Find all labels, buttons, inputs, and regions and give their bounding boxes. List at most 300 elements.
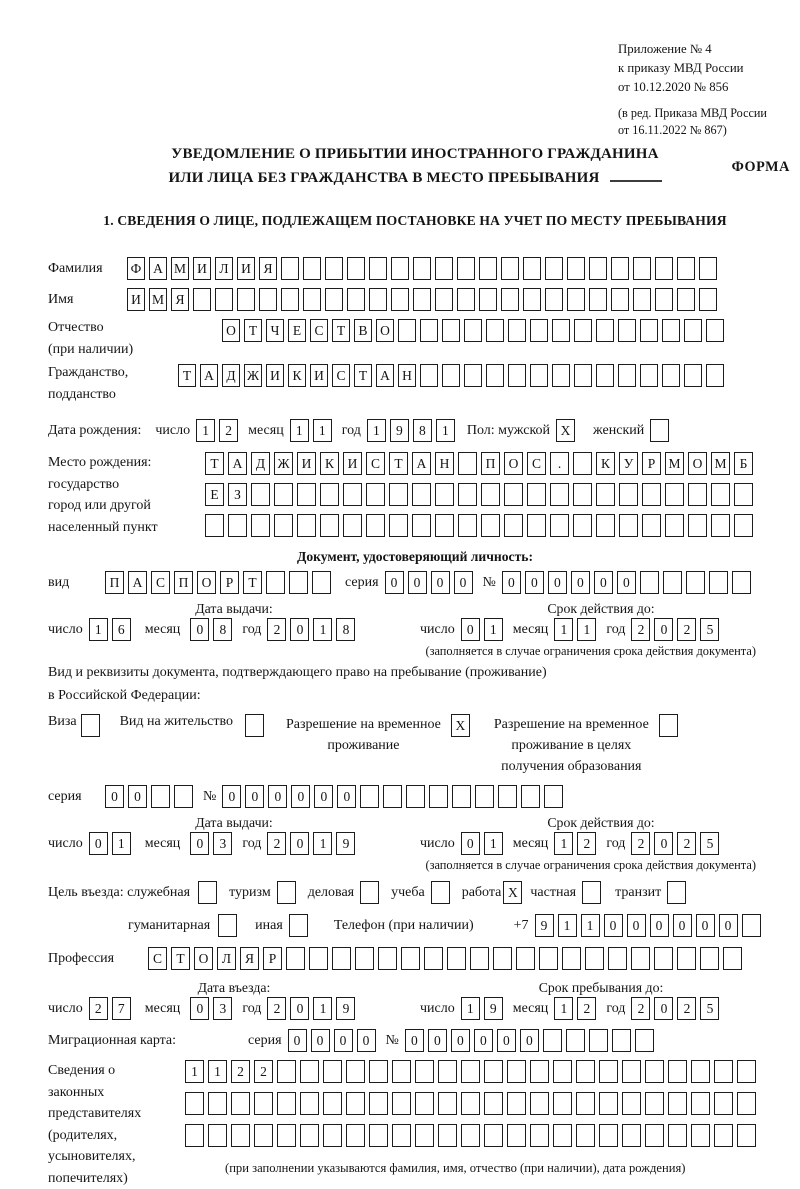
entry-year-cells[interactable] [267,997,359,1020]
char-cell[interactable]: И [266,364,284,387]
char-cell[interactable]: 0 [89,832,108,855]
char-cell[interactable] [406,785,425,808]
char-cell[interactable] [688,483,707,506]
char-cell[interactable]: 0 [520,1029,539,1052]
char-cell[interactable] [711,514,730,537]
permit-number-cells[interactable] [222,785,567,808]
char-cell[interactable] [714,1060,733,1083]
representatives-cells-row1[interactable] [185,1060,760,1083]
char-cell[interactable] [347,257,365,280]
char-cell[interactable]: З [228,483,247,506]
char-cell[interactable]: 1 [484,832,503,855]
char-cell[interactable] [277,1060,296,1083]
char-cell[interactable]: О [222,319,240,342]
char-cell[interactable] [655,257,673,280]
char-cell[interactable] [323,1124,342,1147]
char-cell[interactable] [553,1092,572,1115]
char-cell[interactable] [521,785,540,808]
mig-number-cells[interactable] [405,1029,658,1052]
char-cell[interactable] [530,1060,549,1083]
char-cell[interactable]: И [193,257,211,280]
char-cell[interactable] [389,483,408,506]
mig-series-cells[interactable] [288,1029,380,1052]
representatives-cells-row3[interactable] [185,1124,760,1147]
char-cell[interactable] [498,785,517,808]
char-cell[interactable]: Р [263,947,282,970]
char-cell[interactable]: 0 [128,785,147,808]
char-cell[interactable]: 0 [454,571,473,594]
char-cell[interactable] [484,1092,503,1115]
char-cell[interactable] [573,483,592,506]
char-cell[interactable]: 0 [461,832,480,855]
char-cell[interactable]: 1 [185,1060,204,1083]
char-cell[interactable] [737,1124,756,1147]
char-cell[interactable] [642,514,661,537]
char-cell[interactable] [545,257,563,280]
char-cell[interactable] [481,514,500,537]
char-cell[interactable] [622,1092,641,1115]
char-cell[interactable]: 1 [367,419,386,442]
char-cell[interactable] [277,1124,296,1147]
char-cell[interactable]: Н [435,452,454,475]
char-cell[interactable] [254,1124,273,1147]
char-cell[interactable]: Б [734,452,753,475]
char-cell[interactable]: О [194,947,213,970]
char-cell[interactable]: 0 [268,785,287,808]
char-cell[interactable]: 8 [213,618,232,641]
entry-day-cells[interactable] [89,997,135,1020]
char-cell[interactable] [81,714,100,737]
char-cell[interactable]: 9 [535,914,554,937]
char-cell[interactable] [650,419,669,442]
char-cell[interactable] [360,881,379,904]
char-cell[interactable] [438,1092,457,1115]
doc-valid-year-cells[interactable] [631,618,723,641]
char-cell[interactable]: И [127,288,145,311]
char-cell[interactable] [684,319,702,342]
char-cell[interactable] [566,1029,585,1052]
char-cell[interactable]: О [376,319,394,342]
surname-cells[interactable] [127,257,721,280]
char-cell[interactable]: Т [178,364,196,387]
char-cell[interactable] [550,514,569,537]
char-cell[interactable] [493,947,512,970]
char-cell[interactable]: 2 [267,618,286,641]
char-cell[interactable] [640,364,658,387]
char-cell[interactable] [665,514,684,537]
char-cell[interactable] [677,257,695,280]
char-cell[interactable]: М [711,452,730,475]
char-cell[interactable] [530,1092,549,1115]
char-cell[interactable] [218,914,237,937]
char-cell[interactable] [369,1092,388,1115]
char-cell[interactable] [346,1092,365,1115]
char-cell[interactable]: Я [240,947,259,970]
char-cell[interactable] [228,514,247,537]
doc-issue-year-cells[interactable] [267,618,359,641]
char-cell[interactable]: 0 [571,571,590,594]
char-cell[interactable]: С [151,571,170,594]
char-cell[interactable] [281,288,299,311]
char-cell[interactable] [325,257,343,280]
char-cell[interactable]: 2 [89,997,108,1020]
char-cell[interactable] [737,1060,756,1083]
char-cell[interactable] [346,1060,365,1083]
char-cell[interactable] [309,947,328,970]
char-cell[interactable] [259,288,277,311]
char-cell[interactable]: Т [332,319,350,342]
char-cell[interactable]: К [320,452,339,475]
char-cell[interactable] [677,288,695,311]
char-cell[interactable] [420,319,438,342]
char-cell[interactable]: Я [171,288,189,311]
char-cell[interactable]: 2 [631,832,650,855]
char-cell[interactable]: 0 [290,832,309,855]
purpose-official-checkbox[interactable] [198,881,221,904]
char-cell[interactable] [684,364,702,387]
char-cell[interactable]: 1 [313,419,332,442]
phone-cells[interactable] [535,914,765,937]
char-cell[interactable] [461,1124,480,1147]
char-cell[interactable] [332,947,351,970]
char-cell[interactable]: 2 [677,832,696,855]
char-cell[interactable] [438,1124,457,1147]
edu-permit-checkbox[interactable] [659,714,682,737]
char-cell[interactable]: 0 [654,997,673,1020]
char-cell[interactable]: 1 [313,618,332,641]
char-cell[interactable] [457,288,475,311]
char-cell[interactable] [435,257,453,280]
char-cell[interactable] [662,364,680,387]
entry-month-cells[interactable] [190,997,236,1020]
char-cell[interactable] [486,319,504,342]
patronymic-cells[interactable] [222,319,728,342]
char-cell[interactable]: Т [354,364,372,387]
char-cell[interactable] [642,483,661,506]
char-cell[interactable]: 0 [673,914,692,937]
char-cell[interactable] [552,364,570,387]
char-cell[interactable]: 5 [700,832,719,855]
char-cell[interactable] [599,1124,618,1147]
birth-day-cells[interactable] [196,419,242,442]
char-cell[interactable]: С [366,452,385,475]
char-cell[interactable] [424,947,443,970]
char-cell[interactable]: 1 [436,419,455,442]
char-cell[interactable] [429,785,448,808]
char-cell[interactable] [501,257,519,280]
char-cell[interactable]: С [310,319,328,342]
char-cell[interactable] [668,1124,687,1147]
char-cell[interactable]: 0 [290,997,309,1020]
char-cell[interactable] [215,288,233,311]
char-cell[interactable] [706,319,724,342]
char-cell[interactable] [635,1029,654,1052]
char-cell[interactable]: 1 [581,914,600,937]
char-cell[interactable]: Р [642,452,661,475]
char-cell[interactable] [663,571,682,594]
char-cell[interactable] [552,319,570,342]
char-cell[interactable] [706,364,724,387]
char-cell[interactable] [237,288,255,311]
char-cell[interactable] [193,288,211,311]
char-cell[interactable]: 0 [428,1029,447,1052]
char-cell[interactable] [599,1092,618,1115]
char-cell[interactable] [312,571,331,594]
char-cell[interactable] [582,881,601,904]
char-cell[interactable] [611,288,629,311]
char-cell[interactable] [508,319,526,342]
char-cell[interactable] [486,364,504,387]
stay-year-cells[interactable] [631,997,723,1020]
char-cell[interactable]: И [237,257,255,280]
visa-checkbox[interactable] [81,714,104,737]
char-cell[interactable]: 0 [337,785,356,808]
char-cell[interactable]: 8 [413,419,432,442]
purpose-humanitarian-checkbox[interactable] [218,914,241,937]
char-cell[interactable] [640,571,659,594]
char-cell[interactable]: 0 [525,571,544,594]
representatives-cells-row2[interactable] [185,1092,760,1115]
char-cell[interactable] [544,785,563,808]
char-cell[interactable] [732,571,751,594]
char-cell[interactable] [612,1029,631,1052]
char-cell[interactable] [618,364,636,387]
char-cell[interactable] [412,483,431,506]
char-cell[interactable]: А [200,364,218,387]
char-cell[interactable]: 0 [594,571,613,594]
char-cell[interactable] [737,1092,756,1115]
char-cell[interactable] [378,947,397,970]
char-cell[interactable] [274,483,293,506]
char-cell[interactable]: 1 [461,997,480,1020]
char-cell[interactable]: 0 [431,571,450,594]
char-cell[interactable] [413,288,431,311]
char-cell[interactable]: X [556,419,575,442]
char-cell[interactable]: Л [215,257,233,280]
char-cell[interactable] [645,1124,664,1147]
char-cell[interactable]: Д [222,364,240,387]
char-cell[interactable] [553,1060,572,1083]
char-cell[interactable]: С [148,947,167,970]
char-cell[interactable] [481,483,500,506]
purpose-transit-checkbox[interactable] [667,881,690,904]
char-cell[interactable] [458,514,477,537]
char-cell[interactable] [619,514,638,537]
char-cell[interactable] [383,785,402,808]
char-cell[interactable]: М [665,452,684,475]
purpose-other-checkbox[interactable] [289,914,312,937]
char-cell[interactable]: 0 [105,785,124,808]
char-cell[interactable] [366,514,385,537]
char-cell[interactable]: 0 [604,914,623,937]
char-cell[interactable]: Е [205,483,224,506]
char-cell[interactable] [699,257,717,280]
char-cell[interactable]: 0 [385,571,404,594]
birthplace-cells-row3[interactable] [205,514,757,537]
char-cell[interactable]: 8 [336,618,355,641]
char-cell[interactable] [360,785,379,808]
char-cell[interactable]: 5 [700,997,719,1020]
char-cell[interactable]: 0 [654,618,673,641]
char-cell[interactable] [251,514,270,537]
char-cell[interactable] [507,1124,526,1147]
char-cell[interactable] [435,483,454,506]
doc-issue-month-cells[interactable] [190,618,236,641]
char-cell[interactable] [174,785,193,808]
birth-year-cells[interactable] [367,419,459,442]
char-cell[interactable]: 0 [502,571,521,594]
name-cells[interactable] [127,288,721,311]
char-cell[interactable] [461,1092,480,1115]
sex-male-checkbox[interactable] [556,419,579,442]
char-cell[interactable]: 0 [245,785,264,808]
char-cell[interactable] [457,257,475,280]
char-cell[interactable] [622,1124,641,1147]
char-cell[interactable]: 0 [408,571,427,594]
purpose-business-checkbox[interactable] [360,881,383,904]
char-cell[interactable] [562,947,581,970]
char-cell[interactable] [231,1092,250,1115]
char-cell[interactable] [320,514,339,537]
char-cell[interactable]: 1 [554,832,573,855]
char-cell[interactable]: 0 [311,1029,330,1052]
char-cell[interactable] [585,947,604,970]
char-cell[interactable] [205,514,224,537]
char-cell[interactable] [530,319,548,342]
char-cell[interactable] [325,288,343,311]
char-cell[interactable] [323,1092,342,1115]
permit-series-cells[interactable] [105,785,197,808]
char-cell[interactable]: 2 [631,618,650,641]
char-cell[interactable]: С [527,452,546,475]
doc-number-cells[interactable] [502,571,755,594]
char-cell[interactable] [504,483,523,506]
char-cell[interactable] [659,714,678,737]
char-cell[interactable]: 2 [219,419,238,442]
char-cell[interactable] [392,1060,411,1083]
char-cell[interactable] [438,1060,457,1083]
char-cell[interactable]: Т [244,319,262,342]
char-cell[interactable] [742,914,761,937]
char-cell[interactable] [622,1060,641,1083]
char-cell[interactable] [596,319,614,342]
char-cell[interactable] [458,483,477,506]
char-cell[interactable]: 0 [474,1029,493,1052]
char-cell[interactable] [527,514,546,537]
permit-valid-day-cells[interactable] [461,832,507,855]
char-cell[interactable] [420,364,438,387]
char-cell[interactable]: 0 [617,571,636,594]
char-cell[interactable] [401,947,420,970]
char-cell[interactable]: 3 [213,997,232,1020]
char-cell[interactable] [479,257,497,280]
char-cell[interactable] [686,571,705,594]
char-cell[interactable] [734,483,753,506]
char-cell[interactable]: 1 [208,1060,227,1083]
char-cell[interactable]: Т [205,452,224,475]
char-cell[interactable] [415,1060,434,1083]
char-cell[interactable] [545,288,563,311]
char-cell[interactable] [645,1060,664,1083]
char-cell[interactable]: 0 [627,914,646,937]
stay-day-cells[interactable] [461,997,507,1020]
char-cell[interactable] [277,1092,296,1115]
char-cell[interactable] [662,319,680,342]
char-cell[interactable]: 2 [267,832,286,855]
char-cell[interactable] [231,1124,250,1147]
char-cell[interactable]: К [596,452,615,475]
doc-type-cells[interactable] [105,571,335,594]
char-cell[interactable]: 7 [112,997,131,1020]
char-cell[interactable] [435,288,453,311]
permit-issue-day-cells[interactable] [89,832,135,855]
birthplace-cells-row2[interactable] [205,483,757,506]
char-cell[interactable]: Р [220,571,239,594]
char-cell[interactable] [355,947,374,970]
sex-female-checkbox[interactable] [650,419,673,442]
char-cell[interactable]: 0 [290,618,309,641]
char-cell[interactable] [470,947,489,970]
char-cell[interactable]: А [412,452,431,475]
permit-valid-month-cells[interactable] [554,832,600,855]
char-cell[interactable] [412,514,431,537]
purpose-private-checkbox[interactable] [582,881,605,904]
char-cell[interactable]: 0 [190,832,209,855]
char-cell[interactable] [576,1092,595,1115]
char-cell[interactable] [611,257,629,280]
char-cell[interactable] [723,947,742,970]
char-cell[interactable] [320,483,339,506]
char-cell[interactable] [266,571,285,594]
char-cell[interactable] [668,1092,687,1115]
char-cell[interactable] [254,1092,273,1115]
char-cell[interactable] [185,1124,204,1147]
char-cell[interactable] [645,1092,664,1115]
char-cell[interactable]: П [174,571,193,594]
permit-issue-month-cells[interactable] [190,832,236,855]
char-cell[interactable]: 9 [336,997,355,1020]
char-cell[interactable]: 2 [677,618,696,641]
char-cell[interactable] [346,1124,365,1147]
profession-cells[interactable] [148,947,746,970]
char-cell[interactable] [458,452,477,475]
char-cell[interactable]: 9 [390,419,409,442]
char-cell[interactable] [550,483,569,506]
char-cell[interactable]: О [688,452,707,475]
char-cell[interactable]: X [451,714,470,737]
char-cell[interactable]: 0 [548,571,567,594]
char-cell[interactable] [589,257,607,280]
char-cell[interactable]: Ф [127,257,145,280]
char-cell[interactable]: Н [398,364,416,387]
char-cell[interactable]: А [128,571,147,594]
char-cell[interactable] [343,514,362,537]
char-cell[interactable] [523,288,541,311]
char-cell[interactable]: 1 [554,997,573,1020]
char-cell[interactable] [461,1060,480,1083]
char-cell[interactable]: Т [243,571,262,594]
char-cell[interactable]: 0 [288,1029,307,1052]
char-cell[interactable]: И [310,364,328,387]
char-cell[interactable] [289,571,308,594]
char-cell[interactable]: 0 [497,1029,516,1052]
char-cell[interactable] [507,1092,526,1115]
char-cell[interactable] [508,364,526,387]
char-cell[interactable] [516,947,535,970]
char-cell[interactable]: 2 [631,997,650,1020]
char-cell[interactable] [691,1092,710,1115]
char-cell[interactable] [574,319,592,342]
